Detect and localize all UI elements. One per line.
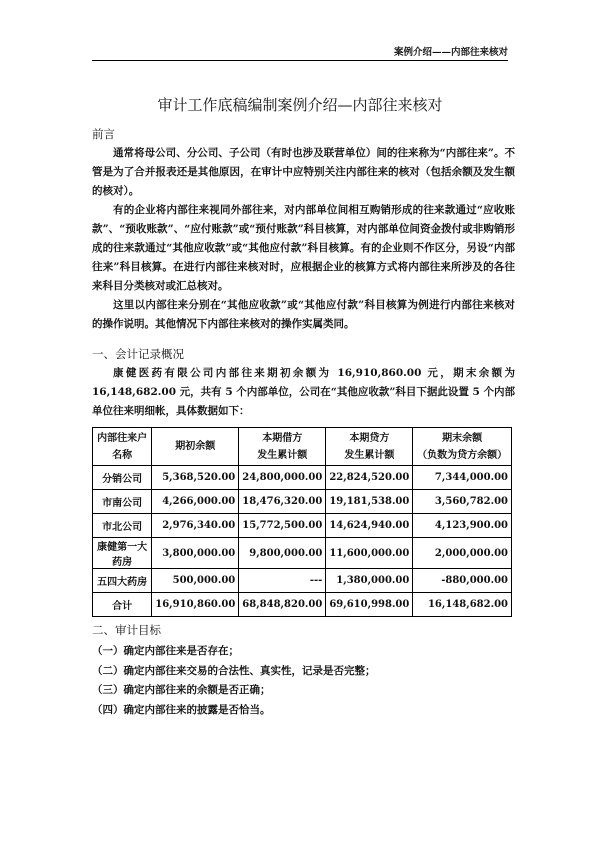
row-opening: 500,000.00: [152, 569, 239, 593]
document-title: 审计工作底稿编制案例介绍—内部往来核对: [157, 96, 443, 114]
row-closing: 7,344,000.00: [413, 466, 512, 490]
total-opening: 16,910,860.00: [152, 593, 239, 617]
table-row: [93, 538, 512, 569]
audit-goals-list: [92, 642, 376, 720]
preface-paragraph-3: 这里以内部往来分别在“其他应收款”或“其他应付款”科目核算为例进行内部往来核对的操作说明。其他情况下内部往来核对的操作实属类同。: [92, 299, 515, 330]
row-name: 分销公司: [93, 466, 152, 490]
row-debit: ---: [239, 569, 326, 593]
internal-accounts-table: [92, 427, 512, 617]
goal-item: （四）确定内部往来的披露是否恰当。: [92, 703, 271, 716]
preface-section: [92, 125, 515, 334]
table-row: [93, 514, 512, 538]
row-debit: 24,800,000.00: [239, 466, 326, 490]
row-closing: -880,000.00: [413, 569, 512, 593]
row-debit: 18,476,320.00: [239, 490, 326, 514]
total-credit: 69,610,998.00: [326, 593, 413, 617]
preface-heading: 前言: [92, 127, 115, 141]
row-credit: 1,380,000.00: [326, 569, 413, 593]
section1-paragraph: 康健医药有限公司内部往来期初余额为 16,910,860.00 元，期末余额为 16,148,682.00 元，共有 5 个内部单位，公司在“其他应收款”科目下据此设置 5 个内部单位往来明细帐，具体数据如下：: [92, 367, 515, 417]
row-debit: 15,772,500.00: [239, 514, 326, 538]
row-credit: 22,824,520.00: [326, 466, 413, 490]
table-row: [93, 490, 512, 514]
table-row: [93, 569, 512, 593]
row-closing: 4,123,900.00: [413, 514, 512, 538]
row-name: 市北公司: [93, 514, 152, 538]
total-debit: 68,848,820.00: [239, 593, 326, 617]
table-header-row: [93, 428, 512, 466]
table-total-row: [93, 593, 512, 617]
row-opening: 2,976,340.00: [152, 514, 239, 538]
section2-heading: 二、审计目标: [92, 623, 161, 637]
row-name: 康健第一大药房: [93, 538, 152, 569]
goal-item: （二）确定内部往来交易的合法性、真实性，记录是否完整；: [92, 664, 376, 677]
row-closing: 3,560,782.00: [413, 490, 512, 514]
row-credit: 11,600,000.00: [326, 538, 413, 569]
row-name: 市南公司: [93, 490, 152, 514]
row-opening: 5,368,520.00: [152, 466, 239, 490]
col-header-name: 内部往来户名称: [93, 428, 152, 466]
running-header: 案例介绍——内部往来核对: [92, 44, 508, 61]
preface-paragraph-2: 有的企业将内部往来视同外部往来，对内部单位间相互购销形成的往来款通过“应收账款”、“预收账款”、“应付账款”或“预付账款”科目核算，对内部单位间资金拨付或非购销形成的往来款通过“其他应收款”或“其他应付款”科目核算。有的企业则不作区分，另设“内部往来”科目核算。在进行内部往来核对时，应根据企业的核算方式将内部往来所涉及的各往来科目分类核对或汇总核对。: [92, 204, 515, 292]
section1: [92, 345, 515, 421]
col-header-credit: 本期贷方 发生累计额: [326, 428, 413, 466]
preface-paragraph-1: 通常将母公司、分公司、子公司（有时也涉及联营单位）间的往来称为“内部往来”。不管是为了合并报表还是其他原因，在审计中应特别关注内部往来的核对（包括余额及发生额的核对）。: [92, 147, 515, 197]
col-header-opening: 期初余额: [152, 428, 239, 466]
row-credit: 19,181,538.00: [326, 490, 413, 514]
col-header-debit: 本期借方 发生累计额: [239, 428, 326, 466]
total-closing: 16,148,682.00: [413, 593, 512, 617]
row-debit: 9,800,000.00: [239, 538, 326, 569]
section1-heading: 一、会计记录概况: [92, 347, 184, 361]
row-closing: 2,000,000.00: [413, 538, 512, 569]
total-label: 合计: [93, 593, 152, 617]
col-header-closing: 期末余额 （负数为贷方余额）: [413, 428, 512, 466]
row-opening: 3,800,000.00: [152, 538, 239, 569]
goal-item: （一）确定内部往来是否存在；: [92, 645, 239, 657]
row-name: 五四大药房: [93, 569, 152, 593]
table-row: [93, 466, 512, 490]
row-opening: 4,266,000.00: [152, 490, 239, 514]
row-credit: 14,624,940.00: [326, 514, 413, 538]
goal-item: （三）确定内部往来的余额是否正确；: [92, 684, 271, 696]
